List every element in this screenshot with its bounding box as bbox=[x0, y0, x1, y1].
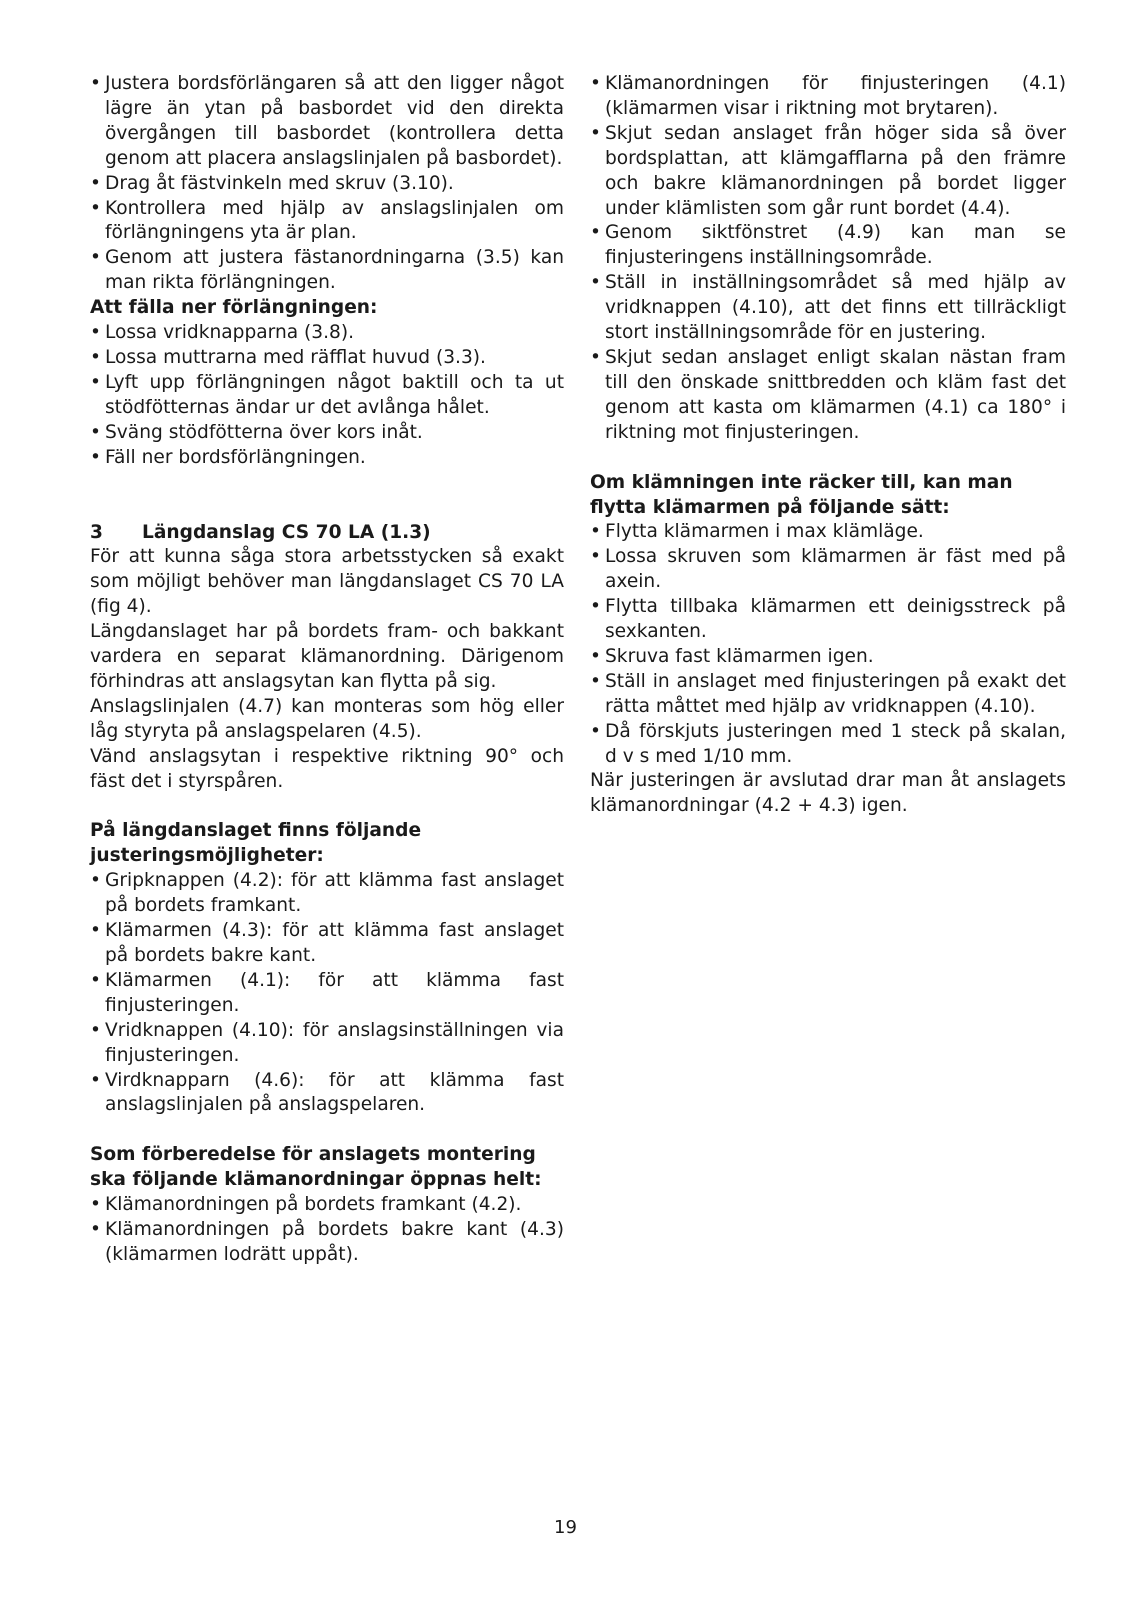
bullet-item: • Justera bordsförlängaren så att den ligger något lägre än ytan på basbordet vid den direkta övergången till basbordet (kontrollera detta genom att placera anslagslinjalen på basbordet). bbox=[90, 72, 564, 172]
bullet-item: • Klämanordningen på bordets bakre kant (4.3) (klämarmen lodrätt uppåt). bbox=[90, 1218, 564, 1268]
bullet-item: • Då förskjuts justeringen med 1 steck på skalan, d v s med 1/10 mm. bbox=[590, 720, 1066, 770]
bullet-item: • Kontrollera med hjälp av anslagslinjalen om förlängningens yta är plan. bbox=[90, 197, 564, 247]
bullet-item: • Gripknappen (4.2): för att klämma fast anslaget på bordets framkant. bbox=[90, 869, 564, 919]
bullet-item: • Virdknapparn (4.6): för att klämma fast anslagslinjalen på anslagspelaren. bbox=[90, 1069, 564, 1119]
bullet-item: • Flytta tillbaka klämarmen ett deinigsstreck på sexkanten. bbox=[590, 595, 1066, 645]
bullet-item: • Klämarmen (4.1): för att klämma fast finjusteringen. bbox=[90, 969, 564, 1019]
paragraph: Längdanslaget har på bordets fram- och bakkant vardera en separat klämanordning. Därigenom förhindras att anslagsytan kan flytta på sig. bbox=[90, 621, 564, 692]
bullet-item: • Lossa vridknapparna (3.8). bbox=[90, 321, 564, 346]
page-number: 19 bbox=[554, 1517, 577, 1538]
bullet-item: • Skjut sedan anslaget enligt skalan nästan fram till den önskade snittbredden och kläm fast det genom att kasta om klämarmen (4.1) ca 180° i riktning mot finjusteringen. bbox=[590, 346, 1066, 446]
right-column bbox=[590, 72, 1066, 819]
bullet-item: • Flytta klämarmen i max klämläge. bbox=[590, 520, 1066, 545]
paragraph: För att kunna såga stora arbetsstycken så exakt som möjligt behöver man längdanslaget CS 70 LA (fig 4). bbox=[90, 546, 564, 618]
bullet-item: • Klämarmen (4.3): för att klämma fast anslaget på bordets bakre kant. bbox=[90, 919, 564, 969]
section-number: 3 bbox=[90, 521, 103, 543]
paragraph: Anslagslinjalen (4.7) kan monteras som hög eller låg styryta på anslagspelaren (4.5). bbox=[90, 695, 564, 742]
bullet-item: • Ställ in anslaget med finjusteringen på exakt det rätta måttet med hjälp av vridknappen (4.10). bbox=[590, 670, 1066, 720]
bullet-item: • Ställ in inställningsområdet så med hjälp av vridknappen (4.10), att det finns ett tillräckligt stort inställningsområde för en justering. bbox=[590, 271, 1066, 346]
bullet-item: • Skruva fast klämarmen igen. bbox=[590, 645, 1066, 670]
paragraph: När justeringen är avslutad drar man åt anslagets klämanordningar (4.2 + 4.3) igen. bbox=[590, 770, 1066, 817]
bullet-item: • Klämanordningen på bordets framkant (4.2). bbox=[90, 1193, 564, 1218]
bullet-item: • Lossa muttrarna med räfflat huvud (3.3). bbox=[90, 346, 564, 371]
section-title: Längdanslag CS 70 LA (1.3) bbox=[142, 521, 431, 543]
left-column bbox=[90, 72, 564, 1268]
subheading-preparation: Som förberedelse för anslagets montering ska följande klämanordningar öppnas helt: bbox=[90, 1144, 542, 1191]
subheading-clamping: Om klämningen inte räcker till, kan man flytta klämarmen på följande sätt: bbox=[590, 471, 1013, 518]
subheading-fold-down: Att fälla ner förlängningen: bbox=[90, 297, 378, 319]
bullet-item: • Sväng stödfötterna över kors inåt. bbox=[90, 421, 564, 446]
bullet-item: • Drag åt fästvinkeln med skruv (3.10). bbox=[90, 172, 564, 197]
bullet-item: • Fäll ner bordsförlängningen. bbox=[90, 446, 564, 471]
subheading-adjustments: På längdanslaget finns följande justeringsmöjligheter: bbox=[90, 820, 422, 867]
bullet-item: • Vridknappen (4.10): för anslagsinställningen via finjusteringen. bbox=[90, 1019, 564, 1069]
section-heading bbox=[90, 521, 564, 546]
bullet-item: • Genom siktfönstret (4.9) kan man se finjusteringens inställningsområde. bbox=[590, 221, 1066, 271]
bullet-item: • Skjut sedan anslaget från höger sida så över bordsplattan, att klämgafflarna på den främre och bakre klämanordningen på bordet ligger under klämlisten som går runt bordet (4.4). bbox=[590, 122, 1066, 222]
bullet-item: • Genom att justera fästanordningarna (3.5) kan man rikta förlängningen. bbox=[90, 246, 564, 296]
bullet-item: • Lossa skruven som klämarmen är fäst med på axein. bbox=[590, 545, 1066, 595]
bullet-item: • Lyft upp förlängningen något baktill och ta ut stödfötternas ändar ur det avlånga hålet. bbox=[90, 371, 564, 421]
paragraph: Vänd anslagsytan i respektive riktning 90° och fäst det i styrspåren. bbox=[90, 745, 564, 792]
bullet-item: • Klämanordningen för finjusteringen (4.1) (klämarmen visar i riktning mot brytaren). bbox=[590, 72, 1066, 122]
